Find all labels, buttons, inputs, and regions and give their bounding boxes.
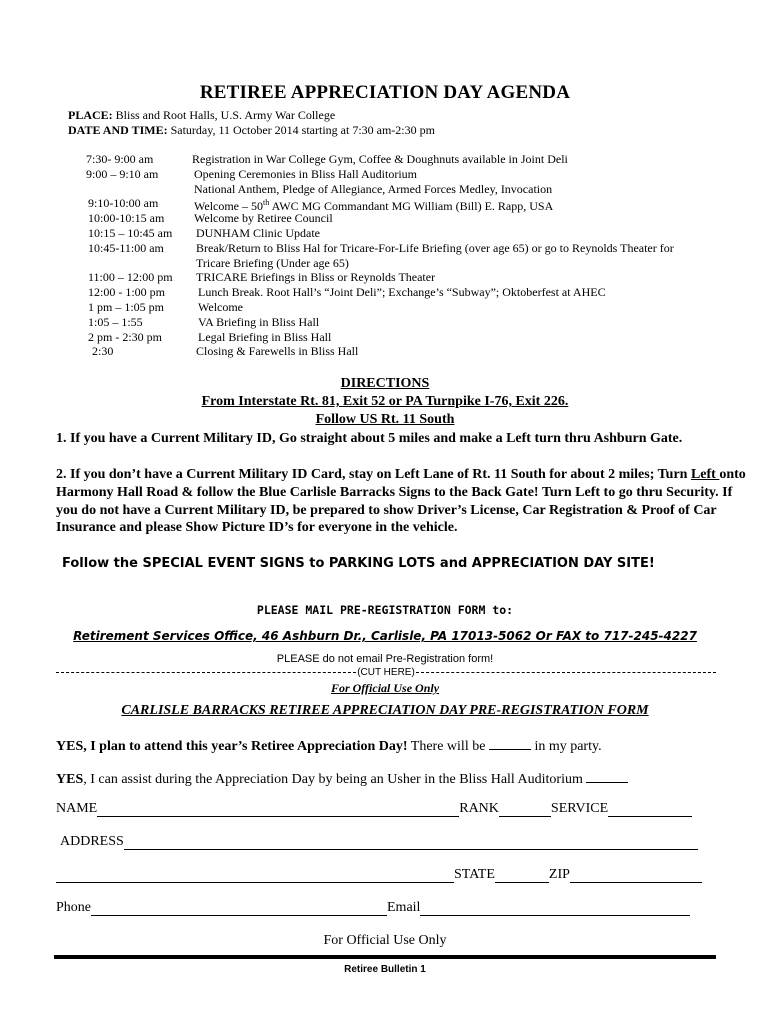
date-line [68,123,435,138]
follow-signs-note: Follow the SPECIAL EVENT SIGNS to PARKING LOTS and APPRECIATION DAY SITE! [62,556,655,571]
schedule-row [88,196,554,214]
schedule-time: 7:30- 9:00 am [86,152,154,166]
name-label: NAME [56,801,98,816]
usher-field[interactable] [586,770,628,783]
form-title: CARLISLE BARRACKS RETIREE APPRECIATION DAY PRE-REGISTRATION FORM [121,703,649,718]
place-label: PLACE: [68,108,113,122]
address-label: ADDRESS [60,834,124,849]
mail-heading: PLEASE MAIL PRE-REGISTRATION FORM to: [256,603,514,617]
address-line-2-field[interactable] [56,870,454,883]
directions-step-2: 2. If you don’t have a Current Military ID Card, stay on Left Lane of Rt. 11 South for about 2 miles; Turn Left onto Harmony Hall Road & follow the Blue Carlisle Barracks Signs to the Back Gate! Turn Left to go thru Security. If you do not have a Current Military ID, be prepared to show Driver’s License, Car Registration & Proof of Car Insurance and please Show Picture ID’s for everyone in the vehicle. [56,467,746,536]
schedule-event: Break/Return to Bliss Hal for Tricare-For-Life Briefing (over age 65) or go to Reynolds Theater for [196,240,674,255]
schedule-row [88,211,333,226]
schedule-time: 9:10-10:00 am [88,196,159,211]
schedule-row [88,226,320,241]
name-field[interactable] [97,804,459,817]
schedule-row [88,240,674,256]
phone-email-row [56,900,690,916]
schedule-event: VA Briefing in Bliss Hall [198,314,320,329]
schedule-row [86,166,417,182]
schedule-time: 11:00 – 12:00 pm [88,270,173,285]
schedule-event: Opening Ceremonies in Bliss Hall Auditorium [194,166,417,181]
place-line [68,108,335,123]
schedule-time: 10:15 – 10:45 am [88,226,173,240]
mail-address: Retirement Services Office, 46 Ashburn Dr., Carlisle, PA 17013-5062 Or FAX to 717-245-4227 [73,629,697,643]
schedule-event: TRICARE Briefings in Bliss or Reynolds Theater [196,270,436,285]
official-use-heading: For Official Use Only [330,681,440,695]
schedule-row [88,329,332,345]
service-field[interactable] [608,804,692,817]
schedule-time: 12:00 - 1:00 pm [88,285,165,300]
schedule-event: Registration in War College Gym, Coffee & Doughnuts available in Joint Deli [192,152,568,166]
address-row [60,834,698,850]
usher-yes: YES [56,772,84,787]
attend-statement: YES, I plan to attend this year’s Retiree Appreciation Day! [56,739,408,754]
zip-label: ZIP [548,867,570,882]
party-size-field[interactable] [489,737,531,750]
schedule-row [88,300,244,315]
schedule-event: Welcome [198,300,244,314]
service-label: SERVICE [550,801,609,816]
place-value: Bliss and Root Halls, U.S. Army War College [115,108,336,122]
email-label: Email [387,900,421,915]
email-field[interactable] [420,903,690,916]
directions-route-2: Follow US Rt. 11 South [315,412,455,427]
schedule-row [92,344,359,359]
directions-heading: DIRECTIONS [340,376,430,391]
schedule-event: DUNHAM Clinic Update [196,226,320,240]
footer-rule [54,955,716,959]
schedule-time: 1 pm – 1:05 pm [88,300,165,314]
no-email-note: PLEASE do not email Pre-Registration form! [276,653,494,665]
schedule-event: Lunch Break. Root Hall’s “Joint Deli”; Exchange’s “Subway”; Oktoberfest at AHEC [198,285,606,300]
page-title: RETIREE APPRECIATION DAY AGENDA [199,82,571,103]
schedule-event: National Anthem, Pledge of Allegiance, Armed Forces Medley, Invocation [194,181,553,196]
schedule-event: Welcome – 50th AWC MG Commandant MG William (Bill) E. Rapp, USA [194,198,554,214]
attend-line: YES, I plan to attend this year’s Retiree Appreciation Day! There will be in my party. [56,739,602,754]
cut-here-divider [56,667,716,678]
rank-label: RANK [459,801,499,816]
schedule-time: 9:00 – 9:10 am [86,166,159,181]
cut-dashes-left [56,672,356,673]
schedule-time: 2:30 [92,344,114,359]
schedule-row [88,270,436,285]
schedule-row [88,314,320,330]
phone-label: Phone [56,900,91,915]
directions-route-1: From Interstate Rt. 81, Exit 52 or PA Turnpike I-76, Exit 226. [201,394,569,409]
zip-field[interactable] [570,870,702,883]
cut-dashes-right [416,672,716,673]
date-value: Saturday, 11 October 2014 starting at 7:30 am-2:30 pm [170,123,435,137]
schedule-event: Welcome by Retiree Council [194,211,333,226]
schedule-time: 10:45-11:00 am [88,240,164,255]
schedule-row [88,285,606,300]
official-use-footer: For Official Use Only [323,933,447,948]
schedule-row [86,152,568,167]
schedule-event: Tricare Briefing (Under age 65) [196,255,349,270]
rank-field[interactable] [499,804,551,817]
footer-text: Retiree Bulletin 1 [344,964,426,975]
schedule-time: 1:05 – 1:55 [88,314,143,329]
usher-line: YES, I can assist during the Appreciation Day by being an Usher in the Bliss Hall Auditorium [56,770,628,788]
schedule-event: Closing & Farewells in Bliss Hall [196,344,359,359]
schedule-time: 10:00-10:15 am [88,211,165,226]
address-field[interactable] [124,837,698,850]
state-field[interactable] [495,870,549,883]
left-underlined: Left [690,467,720,482]
schedule-event: Legal Briefing in Bliss Hall [198,329,332,344]
date-label: DATE AND TIME: [68,123,168,137]
state-label: STATE [454,867,495,882]
directions-step-1: 1. If you have a Current Military ID, Go straight about 5 miles and make a Left turn thru Ashburn Gate. [56,431,683,446]
state-zip-row [56,867,702,883]
name-row [56,801,692,817]
phone-field[interactable] [91,903,387,916]
schedule-time: 2 pm - 2:30 pm [88,329,162,344]
cut-here-label: (CUT HERE) [357,667,415,678]
